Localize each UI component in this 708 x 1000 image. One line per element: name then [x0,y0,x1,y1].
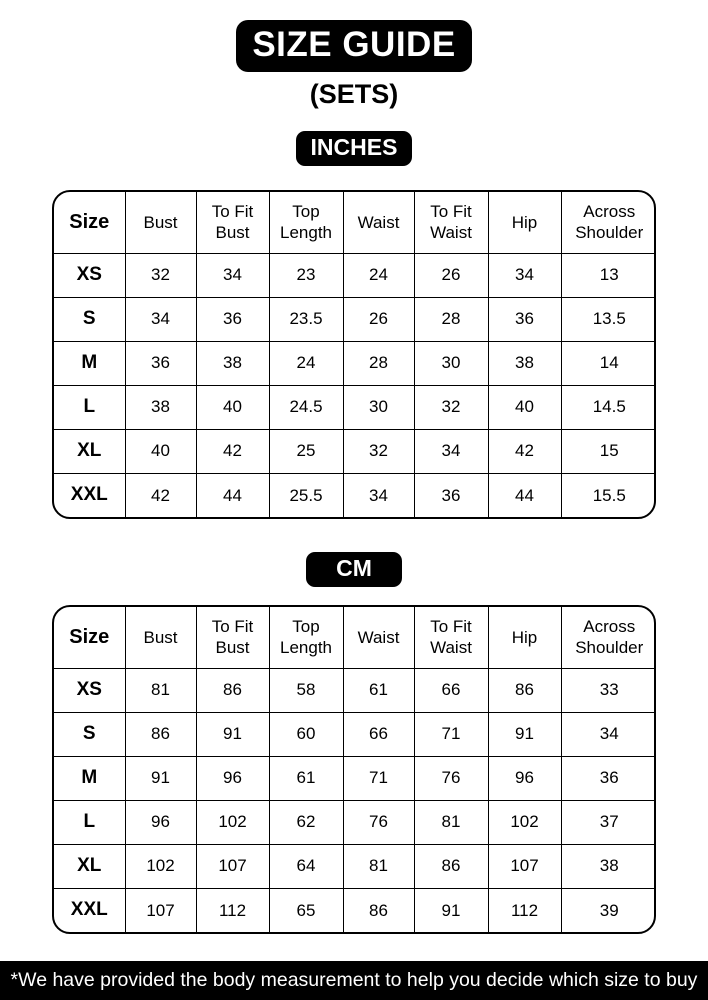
measurement-value: 15 [561,429,656,473]
measurement-value: 81 [343,844,414,888]
table-row [54,844,656,888]
measurement-value: 112 [196,888,269,932]
measurement-value: 39 [561,888,656,932]
measurement-value: 36 [414,473,488,517]
column-header: To Fit Waist [414,192,488,253]
measurement-value: 34 [561,712,656,756]
measurement-value: 44 [196,473,269,517]
measurement-value: 65 [269,888,343,932]
measurement-value: 107 [488,844,561,888]
column-header: Top Length [269,607,343,668]
measurement-value: 64 [269,844,343,888]
column-header: Across Shoulder [561,607,656,668]
size-label: XS [54,668,125,712]
size-label: M [54,756,125,800]
size-label: S [54,297,125,341]
measurement-value: 14.5 [561,385,656,429]
measurement-value: 86 [343,888,414,932]
measurement-value: 26 [343,297,414,341]
measurement-value: 62 [269,800,343,844]
size-label: XXL [54,888,125,932]
cm-unit-badge: CM [306,552,402,587]
measurement-value: 107 [125,888,196,932]
size-label: XS [54,253,125,297]
size-label: L [54,800,125,844]
measurement-value: 44 [488,473,561,517]
measurement-value: 58 [269,668,343,712]
measurement-value: 40 [196,385,269,429]
size-label: XL [54,844,125,888]
measurement-value: 66 [343,712,414,756]
measurement-value: 61 [269,756,343,800]
column-header: Bust [125,607,196,668]
measurement-value: 28 [414,297,488,341]
measurement-value: 32 [414,385,488,429]
header-row [54,192,656,253]
column-header: To Fit Bust [196,192,269,253]
measurement-value: 96 [488,756,561,800]
measurement-value: 33 [561,668,656,712]
measurement-value: 25 [269,429,343,473]
measurement-value: 102 [125,844,196,888]
measurement-value: 30 [414,341,488,385]
sets-subtitle: (SETS) [309,79,399,109]
measurement-value: 76 [343,800,414,844]
measurement-value: 61 [343,668,414,712]
size-label: XXL [54,473,125,517]
measurement-value: 38 [125,385,196,429]
measurement-value: 112 [488,888,561,932]
measurement-value: 38 [561,844,656,888]
measurement-value: 96 [196,756,269,800]
measurement-value: 13 [561,253,656,297]
size-label: L [54,385,125,429]
measurement-value: 36 [488,297,561,341]
measurement-value: 36 [196,297,269,341]
measurement-value: 23.5 [269,297,343,341]
measurement-value: 42 [488,429,561,473]
measurement-value: 26 [414,253,488,297]
measurement-value: 81 [125,668,196,712]
measurement-value: 66 [414,668,488,712]
column-header: Hip [488,192,561,253]
column-header: Waist [343,607,414,668]
table-row [54,800,656,844]
table-row [54,888,656,932]
measurement-value: 24.5 [269,385,343,429]
measurement-value: 36 [561,756,656,800]
measurement-value: 15.5 [561,473,656,517]
footnote-bar: *We have provided the body measurement to help you decide which size to buy [0,961,708,1000]
measurement-value: 91 [125,756,196,800]
measurement-value: 86 [125,712,196,756]
column-header: Size [54,192,125,253]
size-label: M [54,341,125,385]
measurement-value: 37 [561,800,656,844]
measurement-value: 102 [488,800,561,844]
measurement-value: 23 [269,253,343,297]
measurement-value: 34 [414,429,488,473]
column-header: To Fit Waist [414,607,488,668]
column-header: Size [54,607,125,668]
measurement-value: 71 [414,712,488,756]
column-header: Bust [125,192,196,253]
size-guide-title-badge: SIZE GUIDE [236,20,471,72]
size-label: XL [54,429,125,473]
measurement-value: 81 [414,800,488,844]
measurement-value: 34 [343,473,414,517]
measurement-value: 42 [125,473,196,517]
cm-size-table [54,607,656,932]
table-row [54,473,656,517]
measurement-value: 30 [343,385,414,429]
measurement-value: 32 [343,429,414,473]
measurement-value: 76 [414,756,488,800]
table-row [54,297,656,341]
table-row [54,429,656,473]
measurement-value: 38 [488,341,561,385]
measurement-value: 34 [125,297,196,341]
measurement-value: 60 [269,712,343,756]
measurement-value: 71 [343,756,414,800]
measurement-value: 28 [343,341,414,385]
measurement-value: 91 [414,888,488,932]
measurement-value: 96 [125,800,196,844]
measurement-value: 32 [125,253,196,297]
measurement-value: 14 [561,341,656,385]
measurement-value: 91 [488,712,561,756]
measurement-value: 34 [488,253,561,297]
measurement-value: 40 [125,429,196,473]
cm-table-container [52,605,656,934]
table-row [54,253,656,297]
column-header: Top Length [269,192,343,253]
table-row [54,712,656,756]
measurement-value: 13.5 [561,297,656,341]
column-header: Waist [343,192,414,253]
column-header: Hip [488,607,561,668]
measurement-value: 24 [269,341,343,385]
size-label: S [54,712,125,756]
measurement-value: 38 [196,341,269,385]
measurement-value: 24 [343,253,414,297]
column-header: To Fit Bust [196,607,269,668]
measurement-value: 91 [196,712,269,756]
inches-size-table [54,192,656,517]
measurement-value: 86 [488,668,561,712]
inches-table-container [52,190,656,519]
measurement-value: 86 [196,668,269,712]
measurement-value: 102 [196,800,269,844]
measurement-value: 107 [196,844,269,888]
table-row [54,756,656,800]
header-row [54,607,656,668]
measurement-value: 25.5 [269,473,343,517]
measurement-value: 36 [125,341,196,385]
column-header: Across Shoulder [561,192,656,253]
table-row [54,385,656,429]
measurement-value: 40 [488,385,561,429]
table-row [54,668,656,712]
measurement-value: 86 [414,844,488,888]
inches-unit-badge: INCHES [296,131,413,166]
table-row [54,341,656,385]
measurement-value: 34 [196,253,269,297]
measurement-value: 42 [196,429,269,473]
